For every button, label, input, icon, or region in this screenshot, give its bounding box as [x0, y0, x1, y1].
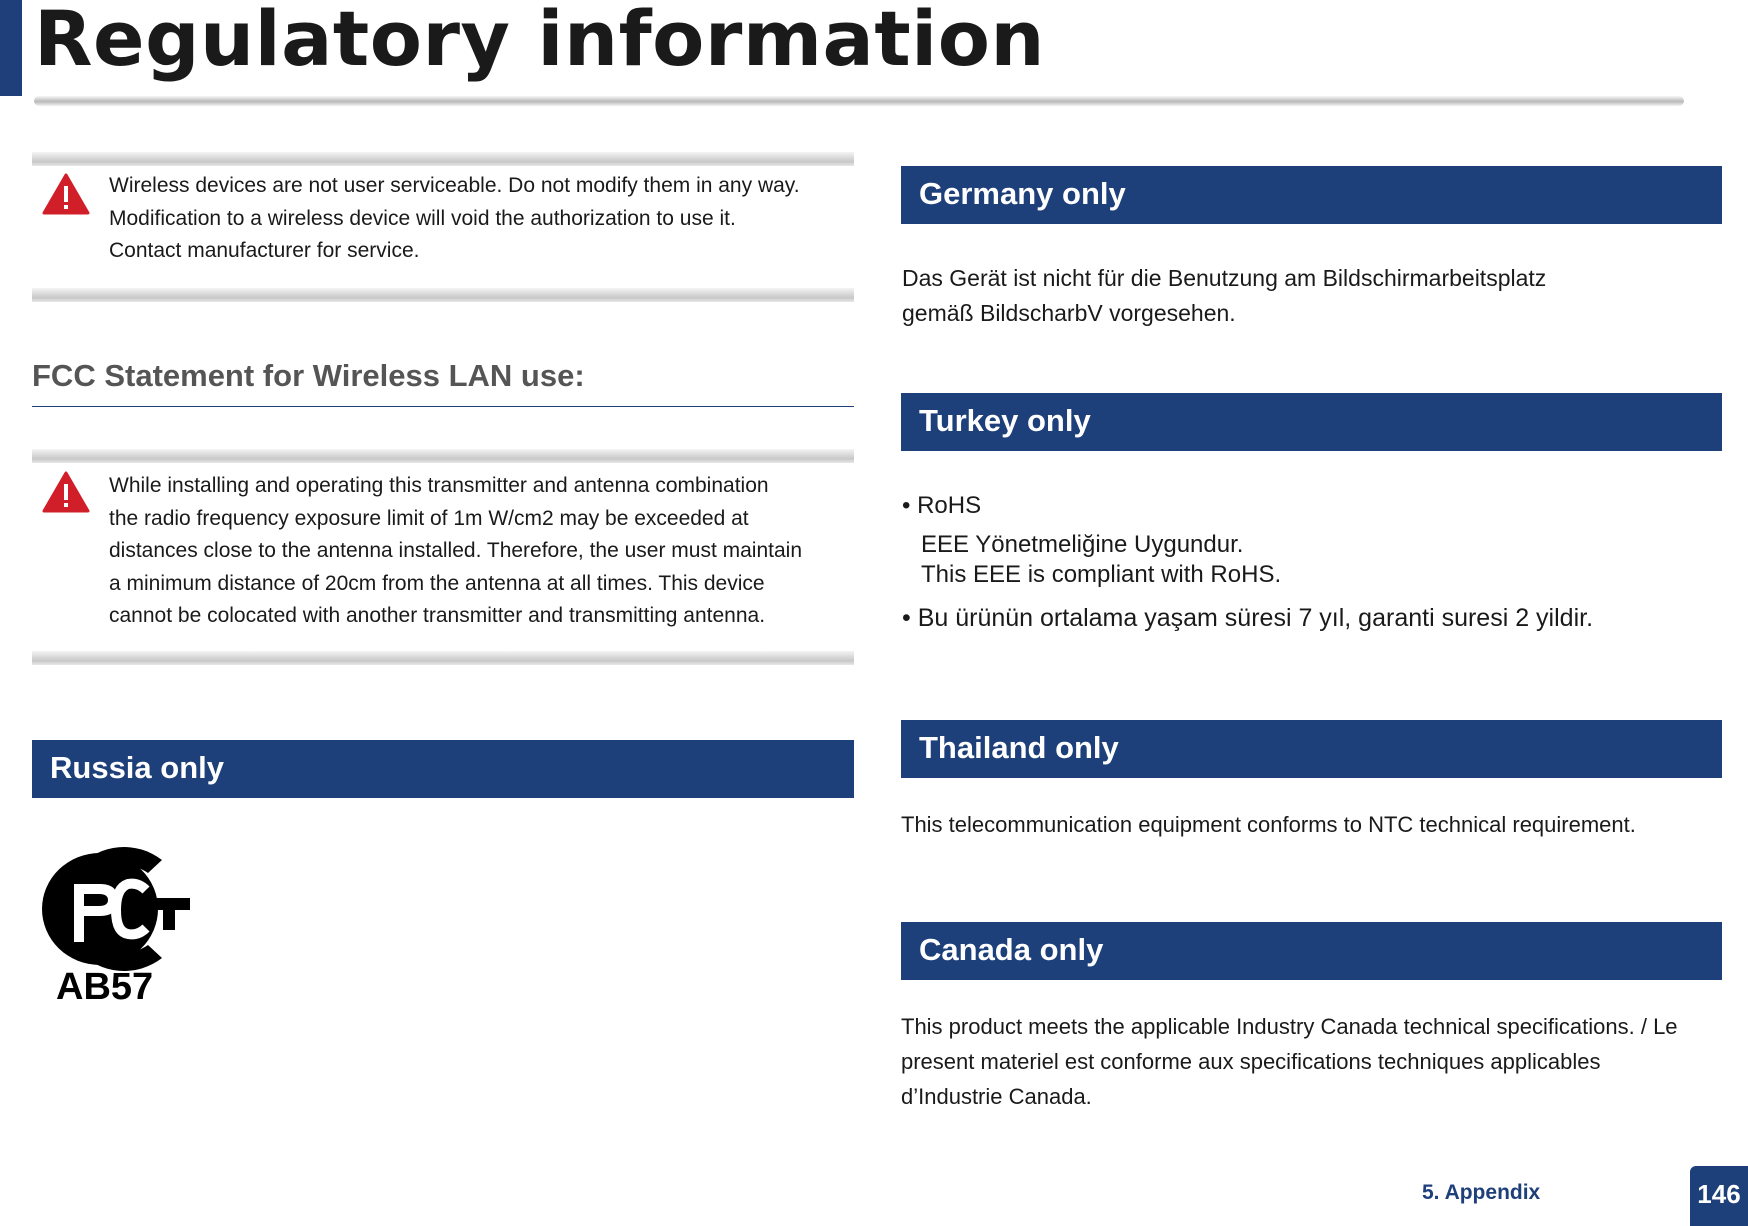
- text-line: Contact manufacturer for service.: [109, 239, 420, 262]
- text-line: present materiel est conforme aux specifications techniques applicables: [901, 1049, 1601, 1074]
- warning-bottom-bar: [32, 288, 854, 302]
- warning-icon: [42, 173, 90, 215]
- thailand-heading: Thailand only: [901, 720, 1722, 778]
- text-line: distances close to the antenna installed. Therefore, the user must maintain: [109, 539, 803, 562]
- text-line: Modification to a wireless device will void the authorization to use it.: [109, 206, 736, 230]
- turkey-bullet-rohs: • RoHS: [902, 492, 982, 519]
- pct-certification-logo: [34, 838, 194, 1003]
- turkey-sub-line: EEE Yönetmeliğine Uygundur.: [921, 531, 1244, 558]
- text-line: d’Industrie Canada.: [901, 1084, 1092, 1109]
- turkey-heading: Turkey only: [901, 393, 1722, 451]
- lifetime-text: Bu ürünün ortalama yaşam süresi 7 yıl, garanti suresi 2 yildir.: [917, 604, 1594, 632]
- warning-top-bar: [32, 152, 854, 166]
- pct-logo-code: AB57: [56, 966, 154, 1003]
- canada-text: [901, 1009, 1678, 1114]
- footer-section-label: 5. Appendix: [1422, 1181, 1541, 1204]
- text-line: While installing and operating this transmitter and antenna combination: [109, 474, 769, 497]
- page-title: Regulatory information: [34, 0, 1046, 83]
- text-line: Wireless devices are not user serviceable. Do not modify them in any way.: [109, 174, 800, 197]
- fcc-heading: FCC Statement for Wireless LAN use:: [32, 358, 585, 393]
- germany-heading: Germany only: [901, 166, 1722, 224]
- warning-text-wireless: [109, 170, 855, 268]
- turkey-bullet-lifetime: • Bu ürünün ortalama yaşam süresi 7 yıl, garanti suresi 2 yildir.: [902, 604, 1594, 632]
- warning-top-bar: [32, 449, 854, 463]
- warning-text-rf-exposure: [109, 470, 855, 633]
- text-line: Das Gerät ist nicht für die Benutzung am Bildschirmarbeitsplatz: [902, 265, 1547, 291]
- text-line: This product meets the applicable Industry Canada technical specifications. / Le: [901, 1014, 1678, 1039]
- canada-heading: Canada only: [901, 922, 1722, 980]
- text-line: gemäß BildscharbV vorgesehen.: [902, 300, 1236, 326]
- warning-icon: [42, 471, 90, 513]
- warning-bottom-bar: [32, 651, 854, 665]
- text-line: a minimum distance of 20cm from the antenna at all times. This device: [109, 571, 765, 595]
- thailand-text: This telecommunication equipment conforms to NTC technical requirement.: [901, 812, 1636, 837]
- title-divider: [34, 96, 1684, 106]
- rohs-label: RoHS: [917, 492, 982, 519]
- germany-text: [902, 261, 1546, 331]
- page-number: 146: [1690, 1166, 1748, 1226]
- text-line: the radio frequency exposure limit of 1m W/cm2 may be exceeded at: [109, 506, 749, 530]
- header-accent-bar: [0, 0, 22, 96]
- turkey-sub-line: This EEE is compliant with RoHS.: [921, 561, 1282, 588]
- text-line: cannot be colocated with another transmitter and transmitting antenna.: [109, 604, 766, 627]
- russia-heading: Russia only: [32, 740, 854, 798]
- fcc-heading-rule: [32, 406, 854, 407]
